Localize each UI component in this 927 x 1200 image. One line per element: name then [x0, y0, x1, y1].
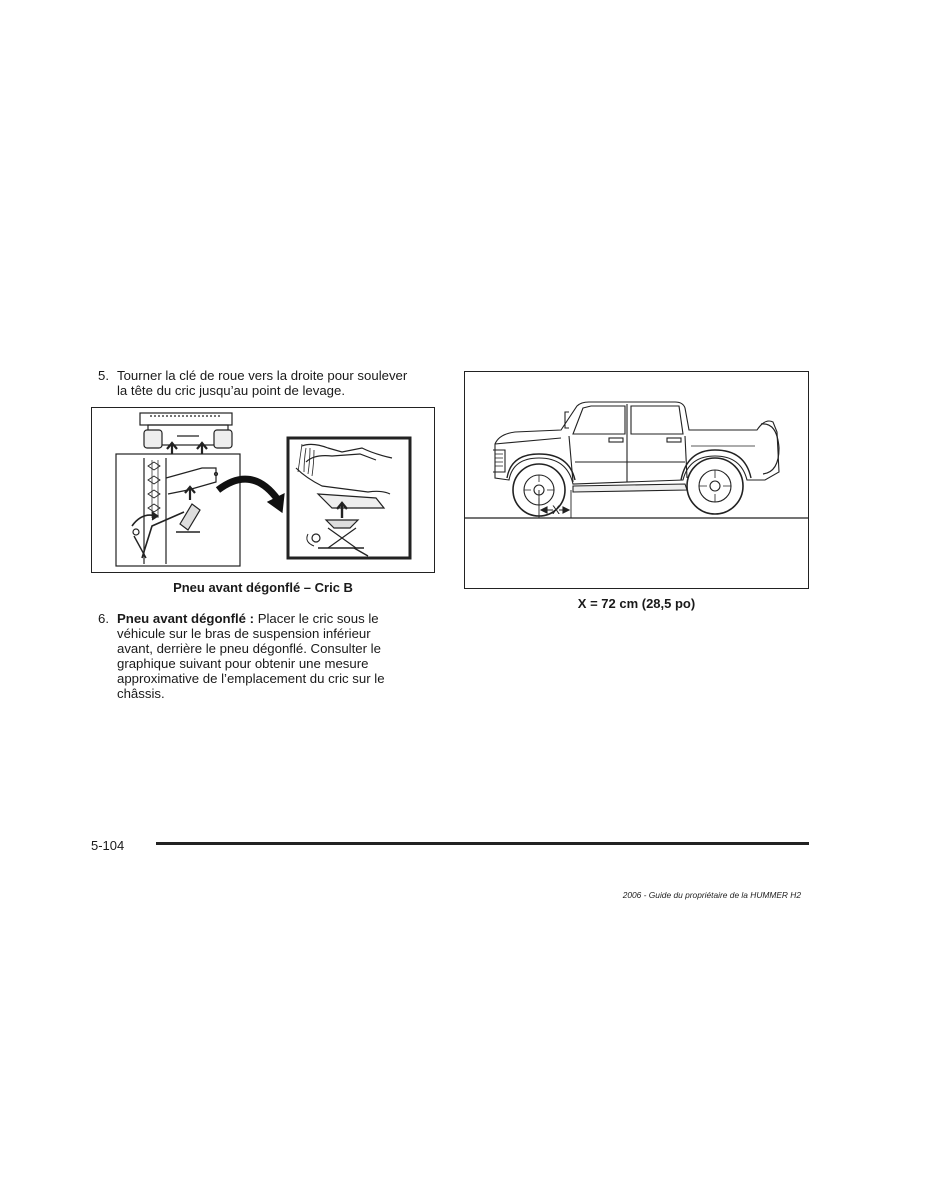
footer-rule: [156, 842, 809, 845]
step-text-line: graphique suivant pour obtenir une mesure: [117, 656, 369, 671]
jack-illustration: [91, 407, 435, 573]
page-number: 5-104: [91, 838, 125, 853]
step-text-line: véhicule sur le bras de suspension inférieur: [117, 626, 371, 641]
step-number: 6.: [98, 611, 109, 626]
step-text-line: Tourner la clé de roue vers la droite pour soulever: [117, 368, 408, 383]
step-bold-label: Pneu avant dégonflé :: [117, 611, 255, 626]
figure-caption-measure: X = 72 cm (28,5 po): [577, 596, 696, 611]
step-text-line: avant, derrière le pneu dégonflé. Consulter le: [117, 641, 381, 656]
step-text-rest: Placer le cric sous le: [254, 611, 379, 626]
step-text: [117, 611, 407, 701]
step-text-line: approximative de l’emplacement du cric sur le: [117, 671, 385, 686]
step-text-line: châssis.: [117, 686, 165, 701]
figure-caption-jack: Pneu avant dégonflé – Cric B: [173, 580, 353, 595]
step-text-line: la tête du cric jusqu’au point de levage.: [117, 383, 345, 398]
vehicle-jack-position-diagram: [464, 371, 809, 589]
footer-note: 2006 - Guide du propriétaire de la HUMMER H2: [622, 890, 801, 900]
step-text: [117, 368, 437, 398]
step-text-line: [117, 611, 407, 626]
step-number: 5.: [98, 368, 109, 383]
dimension-label: X: [551, 503, 561, 517]
